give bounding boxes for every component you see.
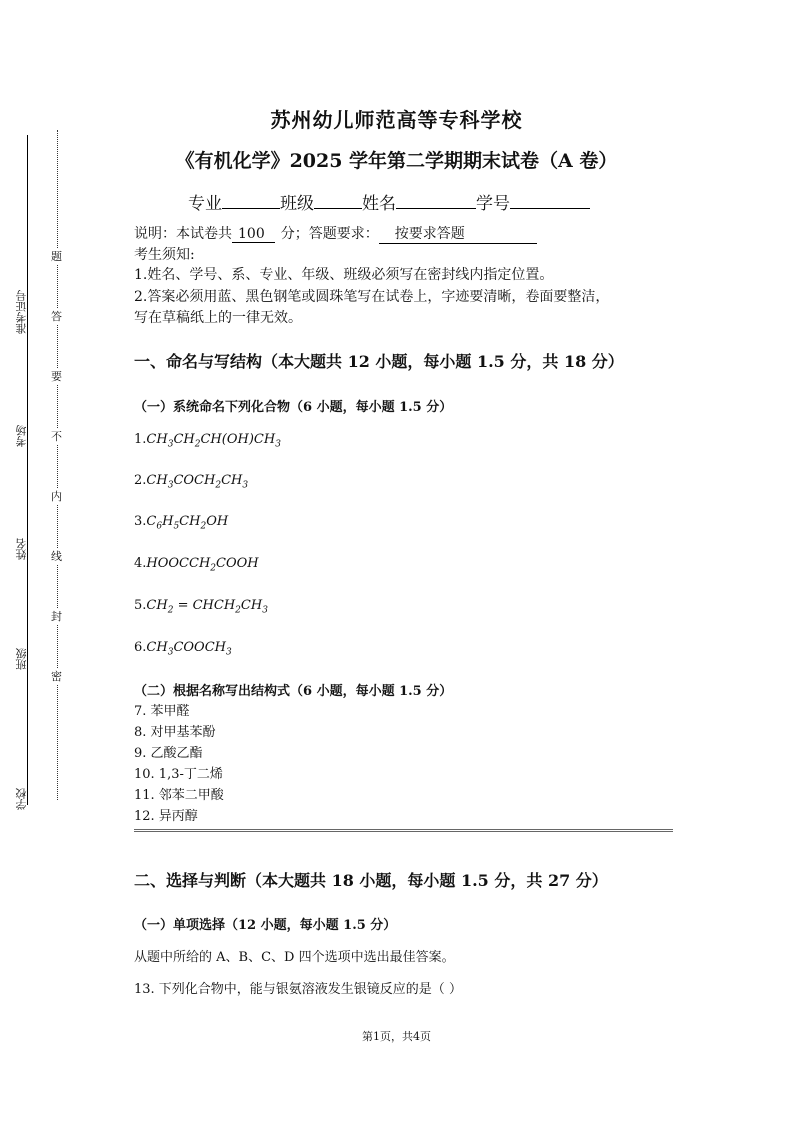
name-item-12: 12. 异丙醇 xyxy=(134,809,198,824)
question-6 xyxy=(134,636,232,658)
note-prefix: 说明：本试卷共 xyxy=(134,226,232,242)
name-item-10: 10. 1,3-丁二烯 xyxy=(134,767,223,782)
question-number: 6. xyxy=(134,640,147,655)
note-suffix: 分；答题要求： xyxy=(280,226,379,242)
binding-line xyxy=(27,135,28,805)
seal-char-xian: 线 xyxy=(51,550,62,563)
section-divider xyxy=(134,829,673,832)
total-score: 100 xyxy=(232,226,275,243)
section1-part1-title: （一）系统命名下列化合物（6 小题，每小题 1.5 分） xyxy=(134,400,453,415)
margin-label-name: 姓名 xyxy=(15,538,28,560)
answer-requirement: 按要求答题 xyxy=(379,223,537,244)
school-name: 苏州幼儿师范高等专科学校 xyxy=(270,108,523,132)
notice-line-2: 2.答案必须用蓝、黑色钢笔或圆珠笔写在试卷上，字迹要清晰，卷面要整洁， xyxy=(134,289,610,305)
section2-title: 二、选择与判断（本大题共 18 小题，每小题 1.5 分，共 27 分） xyxy=(134,871,608,890)
field-id-blank[interactable] xyxy=(510,192,590,209)
section1-title: 一、命名与写结构（本大题共 12 小题，每小题 1.5 分，共 18 分） xyxy=(134,352,624,371)
notice-line-3: 写在草稿纸上的一律无效。 xyxy=(134,310,302,326)
question-5 xyxy=(134,594,268,616)
section1-part2-title: （二）根据名称写出结构式（6 小题，每小题 1.5 分） xyxy=(134,684,453,699)
field-id-label: 学号 xyxy=(476,194,510,214)
notice-line-1: 1.姓名、学号、系、专业、年级、班级必须写在密封线内指定位置。 xyxy=(134,267,554,283)
question-number: 4. xyxy=(134,556,147,571)
seal-char-da: 答 xyxy=(51,310,62,323)
margin-label-class: 班级 xyxy=(15,648,28,670)
formula-5: $CH_2$ = $CHCH_2CH_3$ xyxy=(146,598,268,616)
formula-1: $CH_3CH_2CH(OH)CH_3$ xyxy=(146,432,281,450)
seal-char-mi: 密 xyxy=(51,670,62,683)
formula-3: $C_6H_5CH_2OH$ xyxy=(146,514,229,532)
seal-char-bu: 不 xyxy=(51,430,62,443)
name-item-7: 7. 苯甲醛 xyxy=(134,704,190,719)
field-major-blank[interactable] xyxy=(222,192,280,209)
section2-part1-title: （一）单项选择（12 小题，每小题 1.5 分） xyxy=(134,918,397,933)
formula-2: $CH_3COCH_2CH_3$ xyxy=(146,473,249,491)
question-number: 3. xyxy=(134,514,147,529)
field-name-label: 姓名 xyxy=(362,194,396,214)
question-2 xyxy=(134,469,248,491)
margin-label-exam-room: 考场 xyxy=(15,425,28,447)
page-footer: 第1页，共4页 xyxy=(362,1030,431,1043)
exam-note xyxy=(134,223,537,244)
notice-title: 考生须知: xyxy=(134,247,195,263)
margin-label-exam-id: 准考证号 xyxy=(15,290,28,334)
student-info-row xyxy=(188,189,590,214)
seal-char-yao: 要 xyxy=(51,370,62,383)
formula-6: $CH_3COOCH_3$ xyxy=(146,640,232,658)
field-class-blank[interactable] xyxy=(314,192,362,209)
question-13: 13. 下列化合物中，能与银氨溶液发生银镜反应的是（ ） xyxy=(134,982,462,997)
seal-char-ti: 题 xyxy=(51,250,62,263)
formula-4: $HOOCCH_2COOH$ xyxy=(146,556,259,574)
choice-directions: 从题中所给的 A、B、C、D 四个选项中选出最佳答案。 xyxy=(134,950,455,965)
name-item-9: 9. 乙酸乙酯 xyxy=(134,746,203,761)
seal-char-nei: 内 xyxy=(51,490,62,503)
question-number: 1. xyxy=(134,432,147,447)
seal-char-feng: 封 xyxy=(51,610,62,623)
question-number: 2. xyxy=(134,473,147,488)
question-1 xyxy=(134,428,281,450)
exam-title: 《有机化学》2025 学年第二学期期末试卷（A 卷） xyxy=(175,150,618,172)
field-major-label: 专业 xyxy=(188,194,222,214)
margin-label-school: 学校 xyxy=(15,788,28,810)
field-name-blank[interactable] xyxy=(396,192,476,209)
question-number: 5. xyxy=(134,598,147,613)
name-item-8: 8. 对甲基苯酚 xyxy=(134,725,216,740)
seal-dotted-line xyxy=(57,130,58,800)
name-item-11: 11. 邻苯二甲酸 xyxy=(134,788,224,803)
field-class-label: 班级 xyxy=(280,194,314,214)
question-4 xyxy=(134,552,259,574)
question-3 xyxy=(134,510,228,532)
